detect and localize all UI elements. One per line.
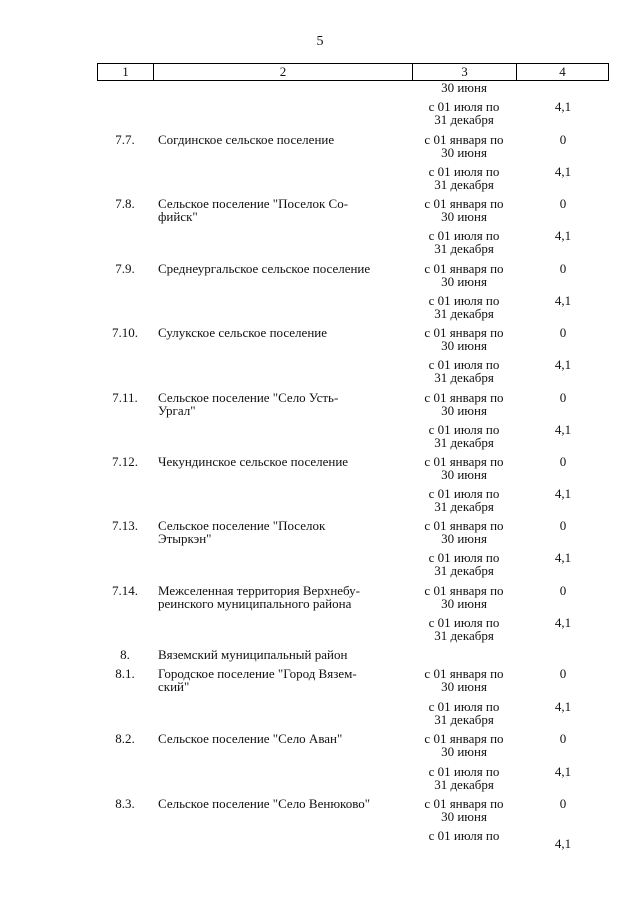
row-number: 7.11. (112, 390, 138, 405)
row-number: 7.10. (112, 325, 138, 340)
row-period: с 01 января по 30 июня (424, 518, 504, 546)
row-value: 0 (559, 796, 567, 811)
row-period: с 01 января по 30 июня (424, 583, 504, 611)
row-territory-name: Сулукское сельское поселение (158, 325, 327, 340)
row-number: 7.13. (112, 518, 138, 533)
row-number: 7.8. (115, 196, 135, 211)
row-territory-name: Сельское поселение "Село Аван" (158, 731, 343, 746)
row-value: 4,1 (554, 228, 572, 243)
row-territory-name: Согдинское сельское поселение (158, 132, 335, 147)
row-value: 0 (559, 390, 567, 405)
row-period: с 01 января по 30 июня (424, 666, 504, 694)
row-value: 4,1 (554, 99, 572, 114)
row-number: 8.3. (115, 796, 135, 811)
row-value: 0 (559, 261, 567, 276)
row-number: 7.7. (115, 132, 135, 147)
row-number: 8. (120, 647, 130, 662)
row-value: 4,1 (554, 550, 572, 565)
row-number: 8.2. (115, 731, 135, 746)
row-value: 4,1 (554, 836, 572, 851)
row-territory-name: Сельское поселение "Село Венюково" (158, 796, 371, 811)
row-period: с 01 января по 30 июня (424, 390, 504, 418)
row-territory-name: Городское поселение "Город Вязем- ский" (158, 666, 357, 694)
row-period: с 01 января по 30 июня (424, 132, 504, 160)
row-territory-name: Чекундинское сельское поселение (158, 454, 349, 469)
row-number: 7.9. (115, 261, 135, 276)
row-value: 0 (559, 132, 567, 147)
row-territory-name: Сельское поселение "Село Усть- Ургал" (158, 390, 339, 418)
row-period: с 01 июля по 31 декабря (428, 550, 500, 578)
row-value: 4,1 (554, 699, 572, 714)
row-value: 0 (559, 454, 567, 469)
row-period: с 01 января по 30 июня (424, 325, 504, 353)
row-territory-name: Вяземский муниципальный район (158, 647, 348, 662)
row-period: с 01 июля по 31 декабря (428, 615, 500, 643)
row-number: 7.14. (112, 583, 138, 598)
row-period: с 01 июля по 31 декабря (428, 99, 500, 127)
row-period: с 01 января по 30 июня (424, 261, 504, 289)
row-period: с 01 июля по 31 декабря (428, 699, 500, 727)
row-number: 8.1. (115, 666, 135, 681)
row-value: 4,1 (554, 764, 572, 779)
row-territory-name: Среднеургальское сельское поселение (158, 261, 371, 276)
row-territory-name: Сельское поселение "Поселок Со- фийск" (158, 196, 349, 224)
row-period: с 01 июля по 31 декабря (428, 764, 500, 792)
row-value: 4,1 (554, 293, 572, 308)
row-value: 4,1 (554, 486, 572, 501)
row-value: 0 (559, 731, 567, 746)
row-period: с 01 июля по 31 декабря (428, 422, 500, 450)
header-col-3: 3 (461, 64, 468, 79)
row-value: 0 (559, 666, 567, 681)
header-col-2: 2 (279, 64, 287, 79)
row-period: с 01 января по 30 июня (424, 731, 504, 759)
row-value: 4,1 (554, 164, 572, 179)
header-col-4: 4 (559, 64, 566, 79)
row-territory-name: Межселенная территория Верхнебу- реинского муниципального района (158, 583, 360, 611)
header-col-1: 1 (122, 64, 129, 79)
row-period: с 01 июля по 31 декабря (428, 357, 500, 385)
row-period: с 01 июля по 31 декабря (428, 486, 500, 514)
row-value: 4,1 (554, 615, 572, 630)
row-value: 4,1 (554, 357, 572, 372)
table-header (97, 63, 609, 81)
row-period: с 01 июля по (428, 828, 500, 843)
page-number: 5 (316, 34, 324, 49)
carry-over-period: 30 июня (441, 80, 487, 95)
row-value: 0 (559, 325, 567, 340)
row-period: с 01 июля по 31 декабря (428, 293, 500, 321)
row-period: с 01 июля по 31 декабря (428, 228, 500, 256)
row-value: 4,1 (554, 422, 572, 437)
row-territory-name: Сельское поселение "Поселок Этыркэн" (158, 518, 326, 546)
row-value: 0 (559, 196, 567, 211)
row-period: с 01 января по 30 июня (424, 796, 504, 824)
row-period: с 01 июля по 31 декабря (428, 164, 500, 192)
row-period: с 01 января по 30 июня (424, 196, 504, 224)
row-number: 7.12. (112, 454, 138, 469)
row-value: 0 (559, 583, 567, 598)
row-value: 0 (559, 518, 567, 533)
row-period: с 01 января по 30 июня (424, 454, 504, 482)
